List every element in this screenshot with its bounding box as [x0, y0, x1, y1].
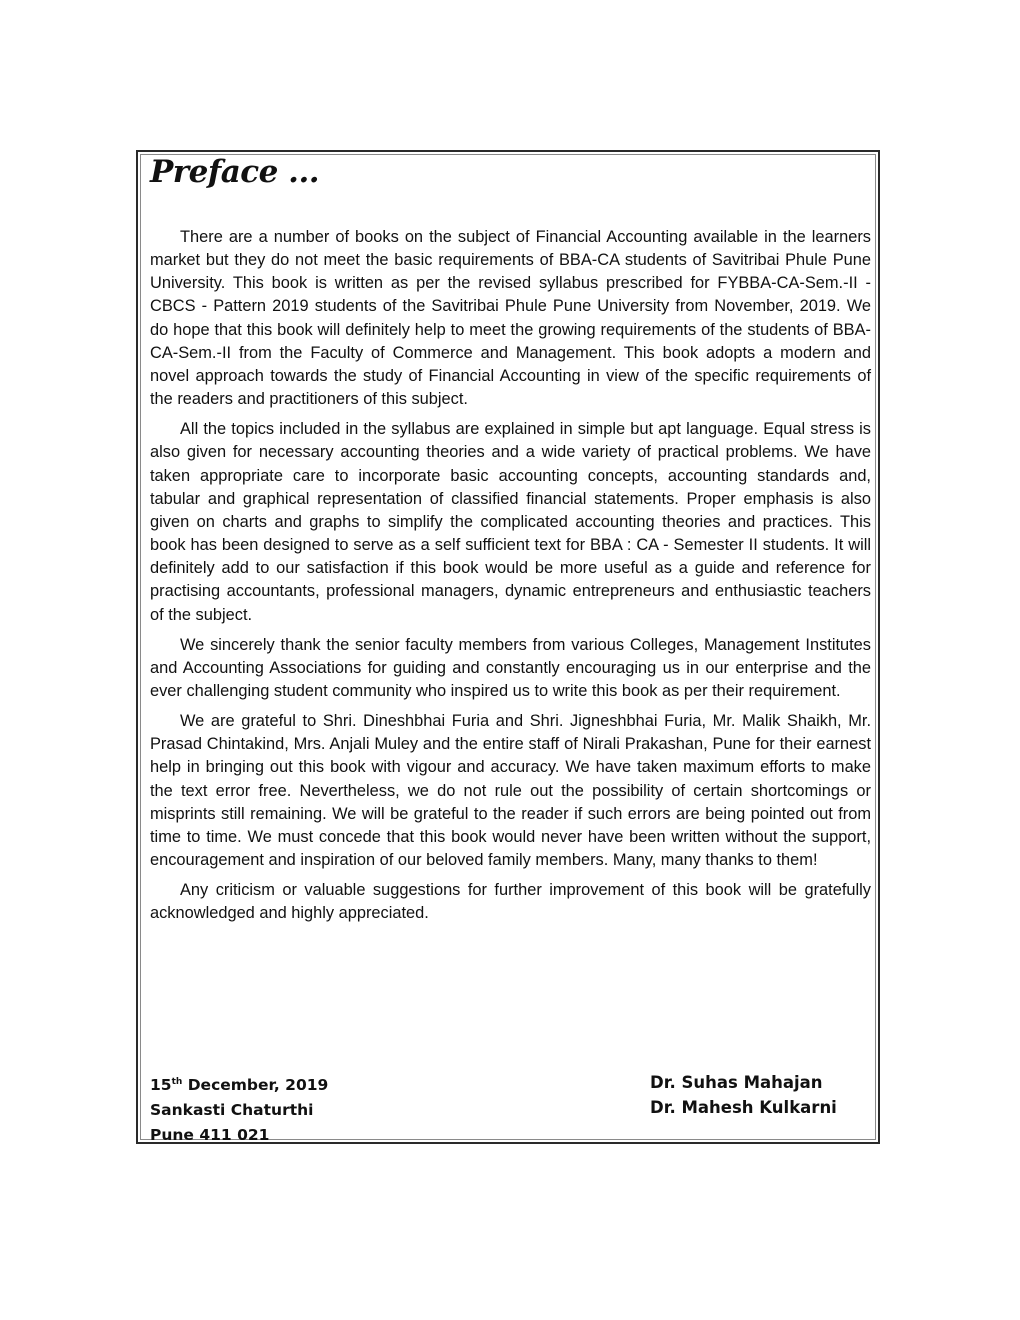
signoff-authors — [650, 1070, 837, 1120]
preface-frame — [136, 150, 880, 1144]
author-name: Dr. Mahesh Kulkarni — [650, 1098, 837, 1117]
preface-body — [150, 226, 871, 933]
preface-paragraph: There are a number of books on the subject of Financial Accounting available in the learners market but they do not meet the basic requirements of BBA-CA students of Savitribai Phule Pune University. This book is written as per the revised syllabus prescribed for FYBBA-CA-Sem.-II - CBCS - Pattern 2019 students of the Savitribai Phule Pune University from November, 2019. We do hope that this book will definitely help to meet the growing requirements of the students of BBA-CA-Sem.-II from the Faculty of Commerce and Management. This book adopts a modern and novel approach towards the study of Financial Accounting in view of the specific requirements of the readers and practitioners of this subject. — [150, 228, 871, 409]
date-day: 15 — [150, 1076, 172, 1095]
signoff-occasion: Sankasti Chaturthi — [150, 1101, 314, 1120]
preface-paragraph: We are grateful to Shri. Dineshbhai Furia and Shri. Jigneshbhai Furia, Mr. Malik Shaikh, Mr. Prasad Chintakind, Mrs. Anjali Muley and the entire staff of Nirali Prakashan, Pune for their earnest help in bringing out this book with vigour and accuracy. We have taken maximum efforts to make the text error free. Nevertheless, we do not rule out the possibility of certain shortcomings or misprints still remaining. We will be grateful to the reader if such errors are being pointed out from time to time. We must concede that this book would never have been written without the support, encouragement and inspiration of our beloved family members. Many, many thanks to them! — [150, 712, 871, 870]
signoff-date — [150, 1070, 328, 1098]
author-name: Dr. Suhas Mahajan — [650, 1073, 823, 1092]
signoff-place: Pune 411 021 — [150, 1126, 270, 1145]
preface-paragraph: Any criticism or valuable suggestions for further improvement of this book will be gratefully acknowledged and highly appreciated. — [150, 881, 871, 923]
date-suffix: th — [171, 1077, 183, 1087]
preface-paragraph: We sincerely thank the senior faculty members from various Colleges, Management Institutes and Accounting Associations for guiding and constantly encouraging us in our enterprise and the ever challenging student community who inspired us to write this book as per their requirement. — [150, 635, 871, 700]
preface-paragraph: All the topics included in the syllabus are explained in simple but apt language. Equal stress is also given for necessary accounting theories and a wide variety of practical problems. We have taken appropriate care to incorporate basic accounting concepts, accounting standards and, tabular and graphical representation of classified financial statements. Proper emphasis is also given on charts and graphs to simplify the complicated accounting theories and practices. This book has been designed to serve as a self sufficient text for BBA : CA - Semester II students. It will definitely add to our satisfaction if this book would be more useful as a guide and reference for practising accountants, professional managers, dynamic entrepreneurs and enthusiastic teachers of the subject. — [150, 420, 871, 624]
page-title: Preface ... — [150, 154, 320, 190]
date-rest: December, 2019 — [182, 1076, 329, 1095]
signoff-date-place — [150, 1070, 328, 1148]
